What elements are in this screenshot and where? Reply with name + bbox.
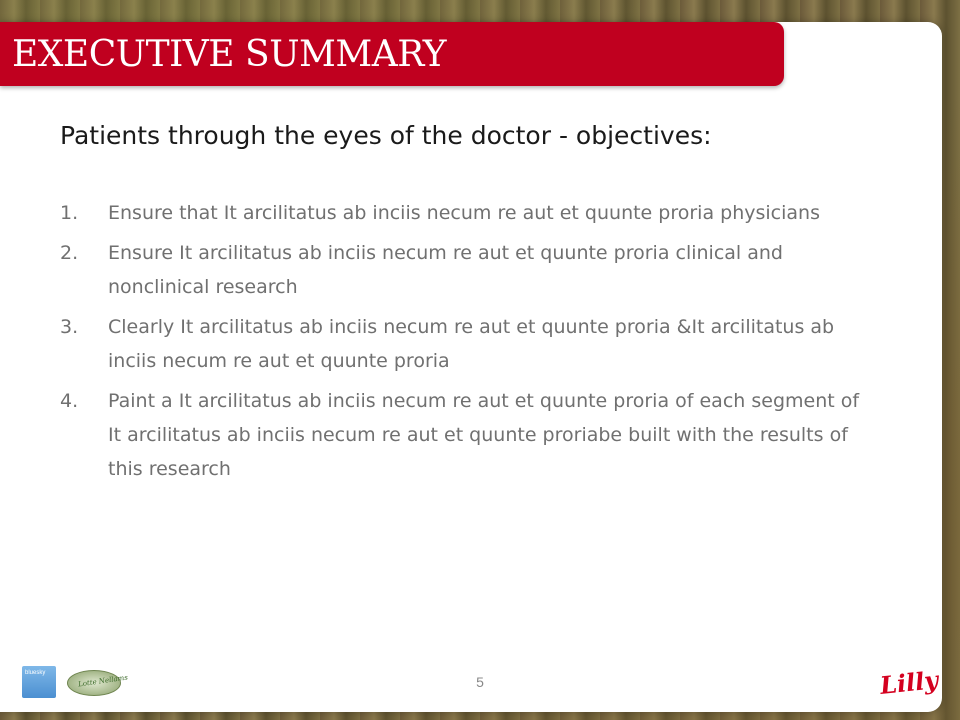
- list-item: [60, 384, 860, 486]
- list-item-text: Paint a It arcilitatus ab inciis necum re aut et quunte proria of each segment of It arcilitatus ab inciis necum re aut et quunte proriabe built with the results of this research: [108, 390, 860, 480]
- list-item: [60, 196, 860, 230]
- oval-logo-label: Lotte Nellams: [77, 673, 129, 689]
- list-item-number: 1.: [60, 202, 79, 224]
- list-item-number: 4.: [60, 390, 79, 412]
- objectives-list: [60, 196, 860, 492]
- lilly-logo-icon: [880, 666, 940, 700]
- section-subtitle: Patients through the eyes of the doctor - objectives:: [60, 121, 712, 150]
- list-item-number: 2.: [60, 242, 79, 264]
- list-item-text: Clearly It arcilitatus ab inciis necum re aut et quunte proria &It arcilitatus ab inciis necum re aut et quunte proria: [108, 316, 835, 372]
- oval-green-logo-icon: [67, 670, 129, 696]
- list-item-text: Ensure It arcilitatus ab inciis necum re aut et quunte proria clinical and nonclinical research: [108, 242, 783, 298]
- bluesky-logo-icon: [22, 666, 56, 698]
- page-number: 5: [476, 674, 484, 690]
- lilly-logo-label: Lilly: [878, 665, 940, 700]
- page-title: EXECUTIVE SUMMARY: [12, 34, 447, 75]
- title-banner: [0, 22, 784, 86]
- bluesky-logo-label: bluesky: [25, 670, 46, 676]
- list-item-text: Ensure that It arcilitatus ab inciis necum re aut et quunte proria physicians: [108, 202, 820, 224]
- list-item-number: 3.: [60, 316, 79, 338]
- list-item: [60, 236, 860, 304]
- list-item: [60, 310, 860, 378]
